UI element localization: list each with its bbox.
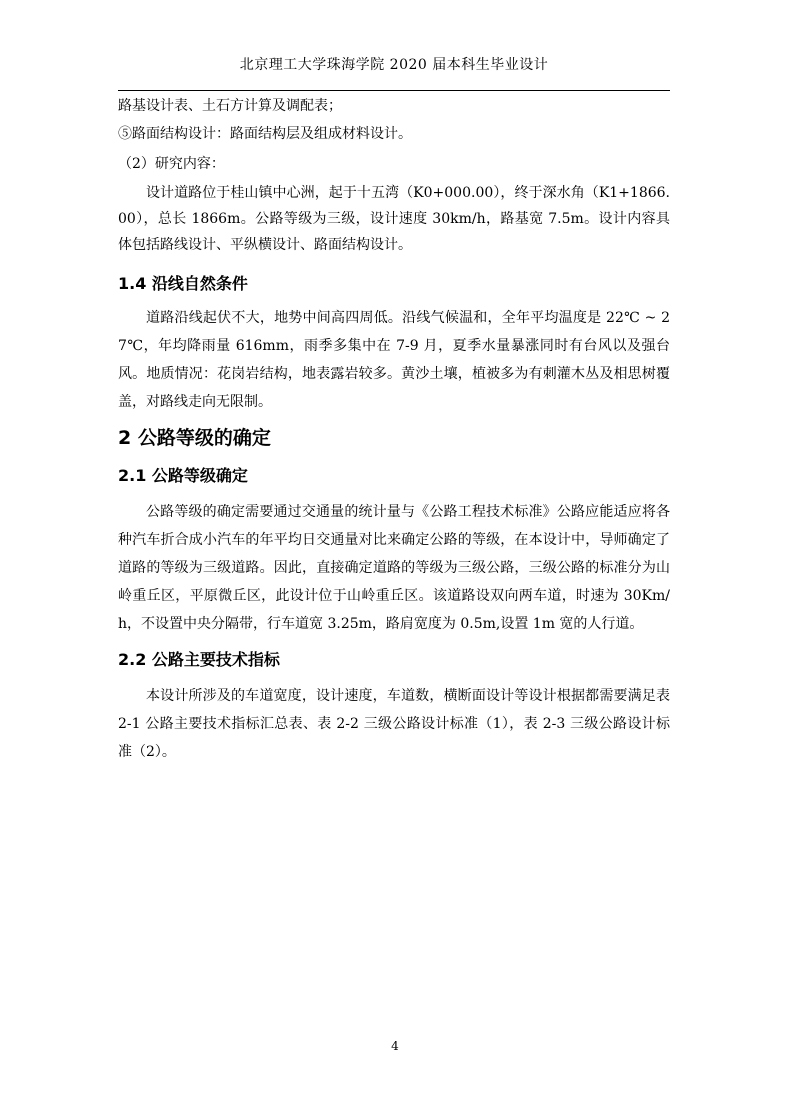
chapter-title-2: 2 公路等级的确定 <box>118 427 271 449</box>
section-title-1-4: 1.4 沿线自然条件 <box>118 274 248 293</box>
header-rule <box>118 90 670 91</box>
page-number: 4 <box>391 1039 399 1053</box>
paragraph-subgrade-tables: 路基设计表、土石方计算及调配表； <box>118 98 342 114</box>
page-content <box>118 96 670 766</box>
paragraph-technical-indicators: 本设计所涉及的车道宽度，设计速度，车道数，横断面设计等设计根据都需要满足表 2-1 公路主要技术指标汇总表、表 2-2 三级公路设计标准（1），表 2-3 三级公路设计标准（2）。 <box>118 688 670 760</box>
paragraph-pavement-design: ⑤路面结构设计：路面结构层及组成材料设计。 <box>118 126 412 142</box>
paragraph-research-content: 设计道路位于桂山镇中心洲，起于十五湾（K0+000.00），终于深水角（K1+1866.00），总长 1866m。公路等级为三级，设计速度 30km/h，路基宽 7.5m。设计内容具体包括路线设计、平纵横设计、路面结构设计。 <box>118 185 670 253</box>
paragraph-grade-determination: 公路等级的确定需要通过交通量的统计量与《公路工程技术标准》公路应能适应将各种汽车折合成小汽车的年平均日交通量对比来确定公路的等级，在本设计中，导师确定了道路的等级为三级道路。因此，直接确定道路的等级为三级公路，三级公路的标准分为山岭重丘区，平原微丘区，此设计位于山岭重丘区。该道路设双向两车道，时速为 30Km/h，不设置中央分隔带，行车道宽 3.25m，路肩宽度为 0.5m,设置 1m 宽的人行道。 <box>118 504 670 632</box>
paragraph-research-label: （2）研究内容： <box>118 156 225 172</box>
page-header: 北京理工大学珠海学院 2020 届本科生毕业设计 <box>239 57 549 73</box>
paragraph-natural-conditions: 道路沿线起伏不大，地势中间高四周低。沿线气候温和，全年平均温度是 22℃ ~ 27℃，年均降雨量 616mm，雨季多集中在 7-9 月，夏季水量暴涨同时有台风以及强台风。地质情况：花岗岩结构，地表露岩较多。黄沙土壤，植被多为有刺灌木丛及相思树覆盖，对路线走向无限制。 <box>118 310 670 410</box>
section-title-2-2: 2.2 公路主要技术指标 <box>118 650 280 669</box>
section-title-2-1: 2.1 公路等级确定 <box>118 466 248 485</box>
